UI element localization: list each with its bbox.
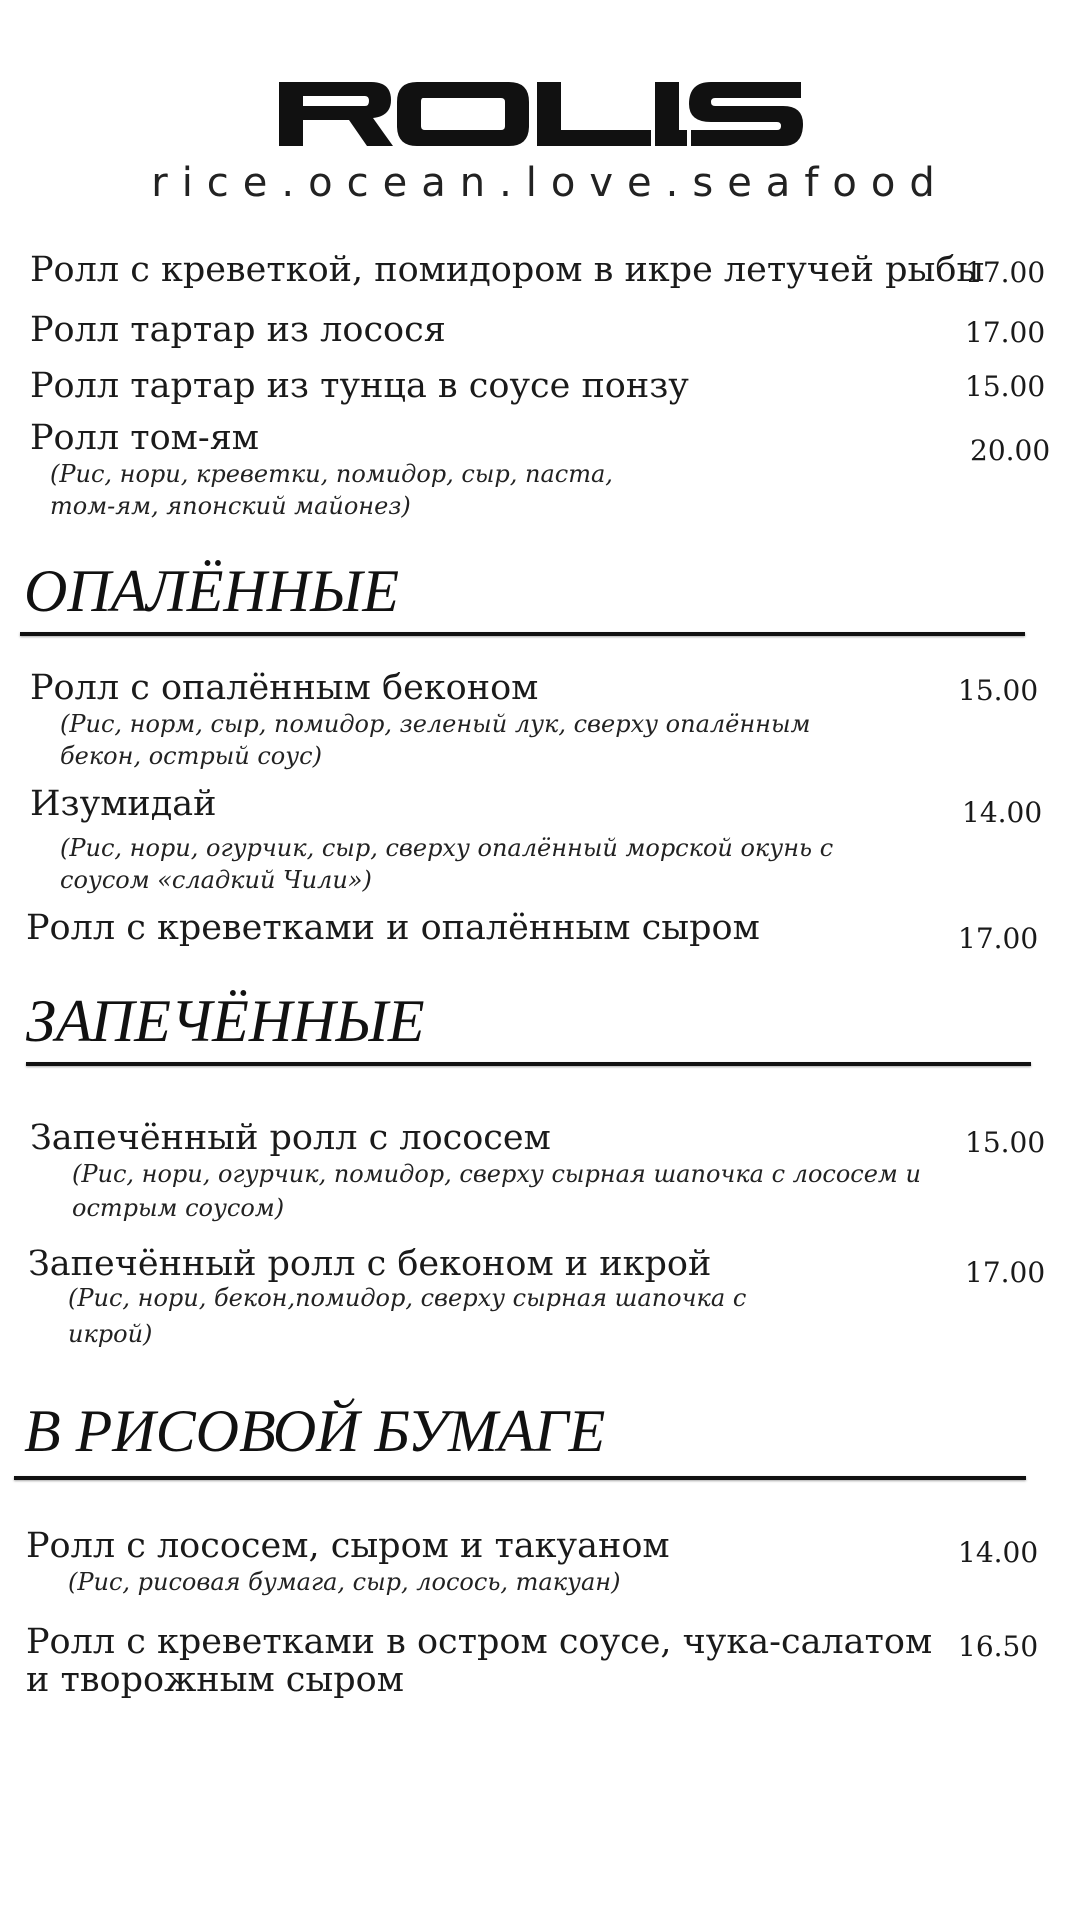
section-divider — [14, 1476, 1026, 1480]
menu-item-description: (Рис, нори, креветки, помидор, сыр, паста, — [50, 460, 613, 488]
menu-item-name: Ролл с креветкой, помидором в икре летучей рыбы — [30, 250, 985, 290]
menu-item-price: 20.00 — [970, 434, 1051, 467]
menu-item-description: (Рис, нори, огурчик, помидор, сверху сырная шапочка с лососем и — [72, 1160, 921, 1188]
menu-item-price: 17.00 — [965, 316, 1046, 349]
brand-tagline: rice.ocean.love.seafood — [151, 160, 949, 206]
menu-item-description: (Рис, нори, бекон,помидор, сверху сырная шапочка с — [68, 1284, 747, 1312]
menu-item-price: 17.00 — [965, 256, 1046, 289]
menu-item-description: (Рис, норм, сыр, помидор, зеленый лук, сверху опалённым — [60, 710, 811, 738]
menu-item-name: Запечённый ролл с беконом и икрой — [28, 1244, 712, 1284]
menu-item-description: бекон, острый соус) — [60, 742, 322, 770]
menu-item-name: Ролл тартар из тунца в соусе понзу — [30, 366, 689, 406]
menu-item-name: и творожным сыром — [26, 1660, 404, 1700]
menu-item-name: Изумидай — [30, 784, 217, 824]
menu-item-name: Ролл том-ям — [30, 418, 260, 458]
menu-item-description: острым соусом) — [72, 1194, 285, 1222]
menu-item-price: 14.00 — [962, 796, 1043, 829]
menu-item-description: (Рис, рисовая бумага, сыр, лосось, такуан) — [68, 1568, 621, 1596]
menu-item-description: том-ям, японский майонез) — [50, 492, 411, 520]
menu-item-description: (Рис, нори, огурчик, сыр, сверху опалённый морской окунь с — [60, 834, 834, 862]
menu-item-name: Ролл с лососем, сыром и такуаном — [26, 1526, 670, 1566]
menu-item-price: 15.00 — [965, 1126, 1046, 1159]
menu-item-name: Ролл тартар из лосося — [30, 310, 446, 350]
rolls-logo-icon — [275, 78, 805, 150]
menu-item-price: 17.00 — [965, 1256, 1046, 1289]
menu-item-description: соусом «сладкий Чили») — [60, 866, 372, 894]
brand-logo — [0, 78, 1080, 150]
menu-item-name: Ролл с опалённым беконом — [30, 668, 539, 708]
menu-item-price: 15.00 — [965, 370, 1046, 403]
menu-item-description: икрой) — [68, 1320, 153, 1348]
menu-item-price: 14.00 — [958, 1536, 1039, 1569]
menu-item-name: Ролл с креветками и опалённым сыром — [26, 908, 760, 948]
menu-item-price: 16.50 — [958, 1630, 1039, 1663]
menu-item-price: 17.00 — [958, 922, 1039, 955]
menu-item-price: 15.00 — [958, 674, 1039, 707]
section-title: В РИСОВОЙ БУМАГЕ — [24, 1398, 606, 1464]
section-title: ОПАЛЁННЫЕ — [24, 558, 400, 624]
section-title: ЗАПЕЧЁННЫЕ — [26, 988, 425, 1054]
menu-item-name: Запечённый ролл с лососем — [30, 1118, 551, 1158]
section-divider — [26, 1062, 1031, 1066]
menu-item-name: Ролл с креветками в остром соусе, чука-салатом — [26, 1622, 933, 1662]
section-divider — [20, 632, 1025, 636]
